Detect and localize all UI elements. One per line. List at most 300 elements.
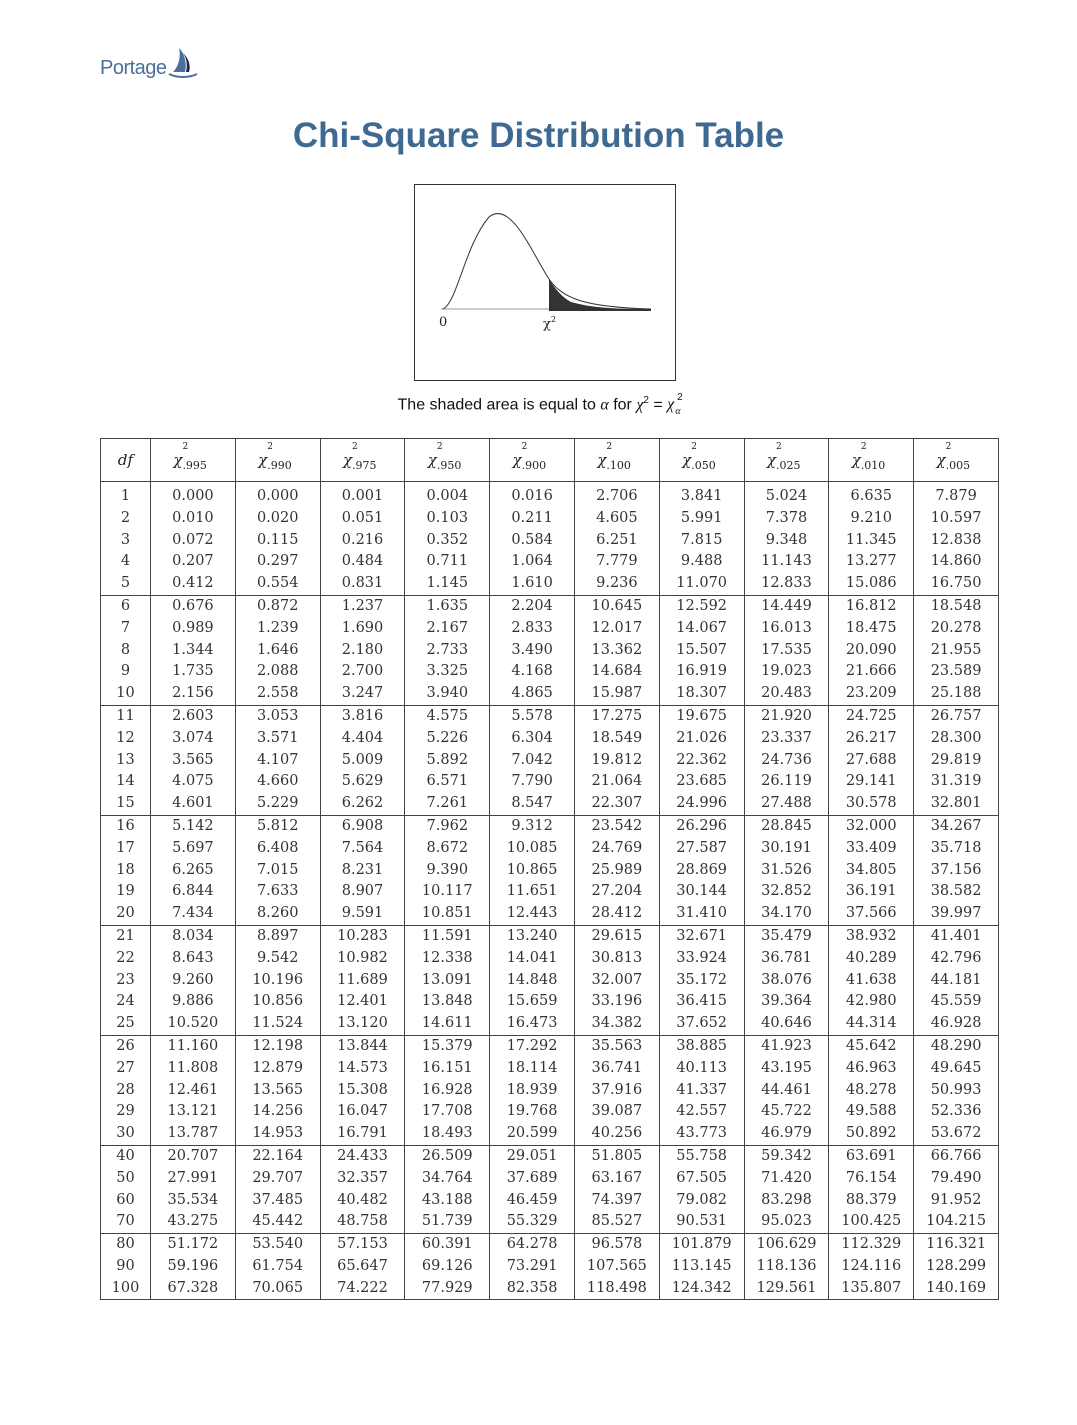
value-cell: 1.064: [490, 551, 575, 573]
table-row: [101, 793, 999, 815]
value-cell: 10.196: [235, 970, 320, 992]
df-cell: 18: [101, 860, 151, 882]
value-cell: 118.498: [574, 1278, 659, 1300]
value-cell: 0.072: [151, 530, 236, 552]
chi-square-table: [100, 438, 999, 1300]
value-cell: 10.982: [320, 948, 405, 970]
value-cell: 36.781: [744, 948, 829, 970]
value-cell: 4.168: [490, 661, 575, 683]
value-cell: 12.592: [659, 595, 744, 617]
value-cell: 19.023: [744, 661, 829, 683]
value-cell: 12.461: [151, 1080, 236, 1102]
df-cell: 29: [101, 1101, 151, 1123]
value-cell: 13.120: [320, 1013, 405, 1035]
value-cell: 135.807: [829, 1278, 914, 1300]
value-cell: 6.408: [235, 838, 320, 860]
value-cell: 10.865: [490, 860, 575, 882]
value-cell: 12.401: [320, 991, 405, 1013]
value-cell: 11.524: [235, 1013, 320, 1035]
value-cell: 2.733: [405, 640, 490, 662]
value-cell: 2.204: [490, 595, 575, 617]
value-cell: 19.812: [574, 750, 659, 772]
value-cell: 0.872: [235, 595, 320, 617]
df-cell: 16: [101, 815, 151, 837]
value-cell: 2.706: [574, 486, 659, 508]
value-cell: 101.879: [659, 1234, 744, 1256]
value-cell: 23.337: [744, 728, 829, 750]
value-cell: 2.700: [320, 661, 405, 683]
value-cell: 0.216: [320, 530, 405, 552]
table-row: [101, 1145, 999, 1167]
value-cell: 23.589: [914, 661, 999, 683]
value-cell: 0.554: [235, 573, 320, 595]
value-cell: 39.087: [574, 1101, 659, 1123]
value-cell: 77.929: [405, 1278, 490, 1300]
value-cell: 8.907: [320, 881, 405, 903]
df-cell: 2: [101, 508, 151, 530]
df-cell: 12: [101, 728, 151, 750]
value-cell: 18.307: [659, 683, 744, 705]
value-cell: 112.329: [829, 1234, 914, 1256]
value-cell: 12.017: [574, 618, 659, 640]
df-cell: 50: [101, 1168, 151, 1190]
value-cell: 24.736: [744, 750, 829, 772]
value-cell: 27.488: [744, 793, 829, 815]
value-cell: 1.690: [320, 618, 405, 640]
value-cell: 40.113: [659, 1058, 744, 1080]
value-cell: 76.154: [829, 1168, 914, 1190]
value-cell: 46.963: [829, 1058, 914, 1080]
table-header-row: [101, 439, 999, 482]
df-cell: 11: [101, 705, 151, 727]
value-cell: 71.420: [744, 1168, 829, 1190]
value-cell: 24.433: [320, 1145, 405, 1167]
value-cell: 12.443: [490, 903, 575, 925]
value-cell: 37.916: [574, 1080, 659, 1102]
value-cell: 5.578: [490, 705, 575, 727]
value-cell: 6.262: [320, 793, 405, 815]
value-cell: 4.865: [490, 683, 575, 705]
value-cell: 7.962: [405, 815, 490, 837]
value-cell: 13.844: [320, 1035, 405, 1057]
value-cell: 91.952: [914, 1190, 999, 1212]
table-row: [101, 881, 999, 903]
value-cell: 6.265: [151, 860, 236, 882]
df-cell: 1: [101, 486, 151, 508]
value-cell: 10.856: [235, 991, 320, 1013]
table-row: [101, 573, 999, 595]
value-cell: 8.643: [151, 948, 236, 970]
value-cell: 44.314: [829, 1013, 914, 1035]
df-cell: 30: [101, 1123, 151, 1145]
value-cell: 2.833: [490, 618, 575, 640]
value-cell: 16.791: [320, 1123, 405, 1145]
value-cell: 3.490: [490, 640, 575, 662]
value-cell: 0.831: [320, 573, 405, 595]
value-cell: 2.088: [235, 661, 320, 683]
value-cell: 32.801: [914, 793, 999, 815]
column-header: χ 2 $_{.950}$: [405, 439, 490, 482]
value-cell: 15.086: [829, 573, 914, 595]
value-cell: 11.651: [490, 881, 575, 903]
value-cell: 13.240: [490, 925, 575, 947]
value-cell: 116.321: [914, 1234, 999, 1256]
value-cell: 57.153: [320, 1234, 405, 1256]
value-cell: 40.256: [574, 1123, 659, 1145]
value-cell: 12.833: [744, 573, 829, 595]
value-cell: 5.009: [320, 750, 405, 772]
value-cell: 43.773: [659, 1123, 744, 1145]
value-cell: 15.987: [574, 683, 659, 705]
df-cell: 28: [101, 1080, 151, 1102]
density-curve: [443, 213, 651, 309]
value-cell: 42.796: [914, 948, 999, 970]
value-cell: 18.549: [574, 728, 659, 750]
value-cell: 6.304: [490, 728, 575, 750]
value-cell: 38.582: [914, 881, 999, 903]
value-cell: 8.231: [320, 860, 405, 882]
value-cell: 29.051: [490, 1145, 575, 1167]
value-cell: 33.409: [829, 838, 914, 860]
value-cell: 0.989: [151, 618, 236, 640]
value-cell: 9.210: [829, 508, 914, 530]
value-cell: 7.879: [914, 486, 999, 508]
df-cell: 60: [101, 1190, 151, 1212]
value-cell: 64.278: [490, 1234, 575, 1256]
value-cell: 29.819: [914, 750, 999, 772]
value-cell: 36.415: [659, 991, 744, 1013]
value-cell: 63.691: [829, 1145, 914, 1167]
value-cell: 6.635: [829, 486, 914, 508]
value-cell: 14.684: [574, 661, 659, 683]
column-header: χ 2 $_{.100}$: [574, 439, 659, 482]
df-cell: 23: [101, 970, 151, 992]
value-cell: 33.196: [574, 991, 659, 1013]
table-row: [101, 661, 999, 683]
value-cell: 8.897: [235, 925, 320, 947]
value-cell: 10.117: [405, 881, 490, 903]
value-cell: 20.090: [829, 640, 914, 662]
value-cell: 20.599: [490, 1123, 575, 1145]
value-cell: 129.561: [744, 1278, 829, 1300]
df-cell: 27: [101, 1058, 151, 1080]
df-cell: 19: [101, 881, 151, 903]
table-row: [101, 595, 999, 617]
chi-label: $\chi^2$: [543, 315, 556, 332]
df-cell: 4: [101, 551, 151, 573]
value-cell: 7.434: [151, 903, 236, 925]
column-header: χ 2 $_{.005}$: [914, 439, 999, 482]
value-cell: 118.136: [744, 1256, 829, 1278]
value-cell: 82.358: [490, 1278, 575, 1300]
df-cell: 80: [101, 1234, 151, 1256]
value-cell: 0.584: [490, 530, 575, 552]
value-cell: 3.565: [151, 750, 236, 772]
value-cell: 32.852: [744, 881, 829, 903]
value-cell: 106.629: [744, 1234, 829, 1256]
table-row: [101, 970, 999, 992]
value-cell: 1.635: [405, 595, 490, 617]
value-cell: 11.345: [829, 530, 914, 552]
df-header: df: [101, 439, 151, 482]
value-cell: 79.082: [659, 1190, 744, 1212]
value-cell: 15.308: [320, 1080, 405, 1102]
table-row: [101, 1190, 999, 1212]
value-cell: 16.047: [320, 1101, 405, 1123]
df-cell: 22: [101, 948, 151, 970]
value-cell: 5.226: [405, 728, 490, 750]
value-cell: 6.908: [320, 815, 405, 837]
table-row: [101, 728, 999, 750]
value-cell: 1.239: [235, 618, 320, 640]
value-cell: 11.070: [659, 573, 744, 595]
value-cell: 55.329: [490, 1211, 575, 1233]
value-cell: 14.256: [235, 1101, 320, 1123]
value-cell: 27.688: [829, 750, 914, 772]
table-row: [101, 551, 999, 573]
value-cell: 37.652: [659, 1013, 744, 1035]
value-cell: 33.924: [659, 948, 744, 970]
table-row: [101, 1080, 999, 1102]
value-cell: 24.996: [659, 793, 744, 815]
value-cell: 16.151: [405, 1058, 490, 1080]
df-cell: 90: [101, 1256, 151, 1278]
value-cell: 9.236: [574, 573, 659, 595]
value-cell: 28.300: [914, 728, 999, 750]
value-cell: 36.191: [829, 881, 914, 903]
table-row: [101, 948, 999, 970]
value-cell: 5.991: [659, 508, 744, 530]
value-cell: 6.251: [574, 530, 659, 552]
value-cell: 29.707: [235, 1168, 320, 1190]
sailboat-icon: [167, 44, 199, 80]
value-cell: 0.016: [490, 486, 575, 508]
value-cell: 6.844: [151, 881, 236, 903]
value-cell: 20.483: [744, 683, 829, 705]
value-cell: 9.348: [744, 530, 829, 552]
value-cell: 7.261: [405, 793, 490, 815]
value-cell: 52.336: [914, 1101, 999, 1123]
value-cell: 40.646: [744, 1013, 829, 1035]
value-cell: 59.196: [151, 1256, 236, 1278]
value-cell: 124.342: [659, 1278, 744, 1300]
column-header: χ 2 $_{.975}$: [320, 439, 405, 482]
value-cell: 1.610: [490, 573, 575, 595]
value-cell: 13.848: [405, 991, 490, 1013]
value-cell: 20.707: [151, 1145, 236, 1167]
value-cell: 4.107: [235, 750, 320, 772]
table-row: [101, 508, 999, 530]
table-row: [101, 771, 999, 793]
table-row: [101, 903, 999, 925]
value-cell: 46.928: [914, 1013, 999, 1035]
df-cell: 15: [101, 793, 151, 815]
value-cell: 3.816: [320, 705, 405, 727]
table-row: [101, 683, 999, 705]
value-cell: 5.812: [235, 815, 320, 837]
table-row: [101, 1256, 999, 1278]
value-cell: 39.997: [914, 903, 999, 925]
value-cell: 124.116: [829, 1256, 914, 1278]
value-cell: 1.344: [151, 640, 236, 662]
value-cell: 66.766: [914, 1145, 999, 1167]
value-cell: 31.410: [659, 903, 744, 925]
value-cell: 29.615: [574, 925, 659, 947]
value-cell: 2.180: [320, 640, 405, 662]
value-cell: 21.026: [659, 728, 744, 750]
value-cell: 45.559: [914, 991, 999, 1013]
value-cell: 40.482: [320, 1190, 405, 1212]
value-cell: 30.813: [574, 948, 659, 970]
table-row: [101, 486, 999, 508]
value-cell: 26.217: [829, 728, 914, 750]
value-cell: 32.007: [574, 970, 659, 992]
value-cell: 67.328: [151, 1278, 236, 1300]
value-cell: 12.338: [405, 948, 490, 970]
value-cell: 12.198: [235, 1035, 320, 1057]
value-cell: 43.188: [405, 1190, 490, 1212]
value-cell: 30.578: [829, 793, 914, 815]
value-cell: 26.509: [405, 1145, 490, 1167]
value-cell: 5.892: [405, 750, 490, 772]
value-cell: 45.722: [744, 1101, 829, 1123]
df-cell: 10: [101, 683, 151, 705]
value-cell: 59.342: [744, 1145, 829, 1167]
value-cell: 8.672: [405, 838, 490, 860]
value-cell: 85.527: [574, 1211, 659, 1233]
df-cell: 70: [101, 1211, 151, 1233]
table-row: [101, 1234, 999, 1256]
figure-caption: The shaded area is equal to α for $\chi^2 = \chi$ 2 $_\alpha$: [397, 392, 683, 417]
table-body: [101, 486, 999, 1300]
value-cell: 3.571: [235, 728, 320, 750]
value-cell: 34.170: [744, 903, 829, 925]
value-cell: 9.488: [659, 551, 744, 573]
value-cell: 8.547: [490, 793, 575, 815]
value-cell: 0.484: [320, 551, 405, 573]
value-cell: 26.296: [659, 815, 744, 837]
value-cell: 65.647: [320, 1256, 405, 1278]
column-header: χ 2 $_{.025}$: [744, 439, 829, 482]
value-cell: 13.091: [405, 970, 490, 992]
value-cell: 13.787: [151, 1123, 236, 1145]
table-row: [101, 750, 999, 772]
value-cell: 41.401: [914, 925, 999, 947]
value-cell: 11.689: [320, 970, 405, 992]
value-cell: 14.449: [744, 595, 829, 617]
value-cell: 4.075: [151, 771, 236, 793]
value-cell: 128.299: [914, 1256, 999, 1278]
value-cell: 3.325: [405, 661, 490, 683]
value-cell: 96.578: [574, 1234, 659, 1256]
value-cell: 4.660: [235, 771, 320, 793]
table-row: [101, 991, 999, 1013]
df-cell: 25: [101, 1013, 151, 1035]
value-cell: 23.542: [574, 815, 659, 837]
value-cell: 0.297: [235, 551, 320, 573]
column-header: χ 2 $_{.995}$: [151, 439, 236, 482]
value-cell: 4.601: [151, 793, 236, 815]
value-cell: 35.479: [744, 925, 829, 947]
value-cell: 14.067: [659, 618, 744, 640]
value-cell: 28.845: [744, 815, 829, 837]
value-cell: 21.666: [829, 661, 914, 683]
value-cell: 39.364: [744, 991, 829, 1013]
value-cell: 8.034: [151, 925, 236, 947]
value-cell: 0.051: [320, 508, 405, 530]
value-cell: 12.838: [914, 530, 999, 552]
value-cell: 35.534: [151, 1190, 236, 1212]
value-cell: 13.565: [235, 1080, 320, 1102]
value-cell: 30.144: [659, 881, 744, 903]
value-cell: 74.222: [320, 1278, 405, 1300]
value-cell: 27.587: [659, 838, 744, 860]
column-header: χ 2 $_{.990}$: [235, 439, 320, 482]
value-cell: 14.611: [405, 1013, 490, 1035]
value-cell: 0.115: [235, 530, 320, 552]
value-cell: 2.156: [151, 683, 236, 705]
value-cell: 12.879: [235, 1058, 320, 1080]
value-cell: 9.886: [151, 991, 236, 1013]
value-cell: 9.591: [320, 903, 405, 925]
chi-square-curve: [415, 185, 675, 380]
df-cell: 24: [101, 991, 151, 1013]
value-cell: 4.605: [574, 508, 659, 530]
value-cell: 18.548: [914, 595, 999, 617]
value-cell: 9.390: [405, 860, 490, 882]
value-cell: 46.459: [490, 1190, 575, 1212]
value-cell: 83.298: [744, 1190, 829, 1212]
table-row: [101, 925, 999, 947]
value-cell: 34.382: [574, 1013, 659, 1035]
value-cell: 0.010: [151, 508, 236, 530]
value-cell: 31.526: [744, 860, 829, 882]
value-cell: 4.575: [405, 705, 490, 727]
value-cell: 34.805: [829, 860, 914, 882]
value-cell: 1.646: [235, 640, 320, 662]
value-cell: 14.573: [320, 1058, 405, 1080]
value-cell: 18.475: [829, 618, 914, 640]
value-cell: 3.247: [320, 683, 405, 705]
value-cell: 25.989: [574, 860, 659, 882]
value-cell: 7.790: [490, 771, 575, 793]
value-cell: 73.291: [490, 1256, 575, 1278]
value-cell: 7.042: [490, 750, 575, 772]
value-cell: 74.397: [574, 1190, 659, 1212]
value-cell: 24.725: [829, 705, 914, 727]
value-cell: 15.507: [659, 640, 744, 662]
value-cell: 16.750: [914, 573, 999, 595]
value-cell: 34.267: [914, 815, 999, 837]
value-cell: 53.540: [235, 1234, 320, 1256]
value-cell: 51.805: [574, 1145, 659, 1167]
value-cell: 63.167: [574, 1168, 659, 1190]
value-cell: 2.167: [405, 618, 490, 640]
value-cell: 50.993: [914, 1080, 999, 1102]
value-cell: 23.209: [829, 683, 914, 705]
table-row: [101, 815, 999, 837]
value-cell: 29.141: [829, 771, 914, 793]
value-cell: 35.563: [574, 1035, 659, 1057]
value-cell: 67.505: [659, 1168, 744, 1190]
value-cell: 13.121: [151, 1101, 236, 1123]
df-cell: 20: [101, 903, 151, 925]
table-row: [101, 1013, 999, 1035]
value-cell: 40.289: [829, 948, 914, 970]
column-header: χ 2 $_{.050}$: [659, 439, 744, 482]
table-row: [101, 1101, 999, 1123]
value-cell: 32.000: [829, 815, 914, 837]
